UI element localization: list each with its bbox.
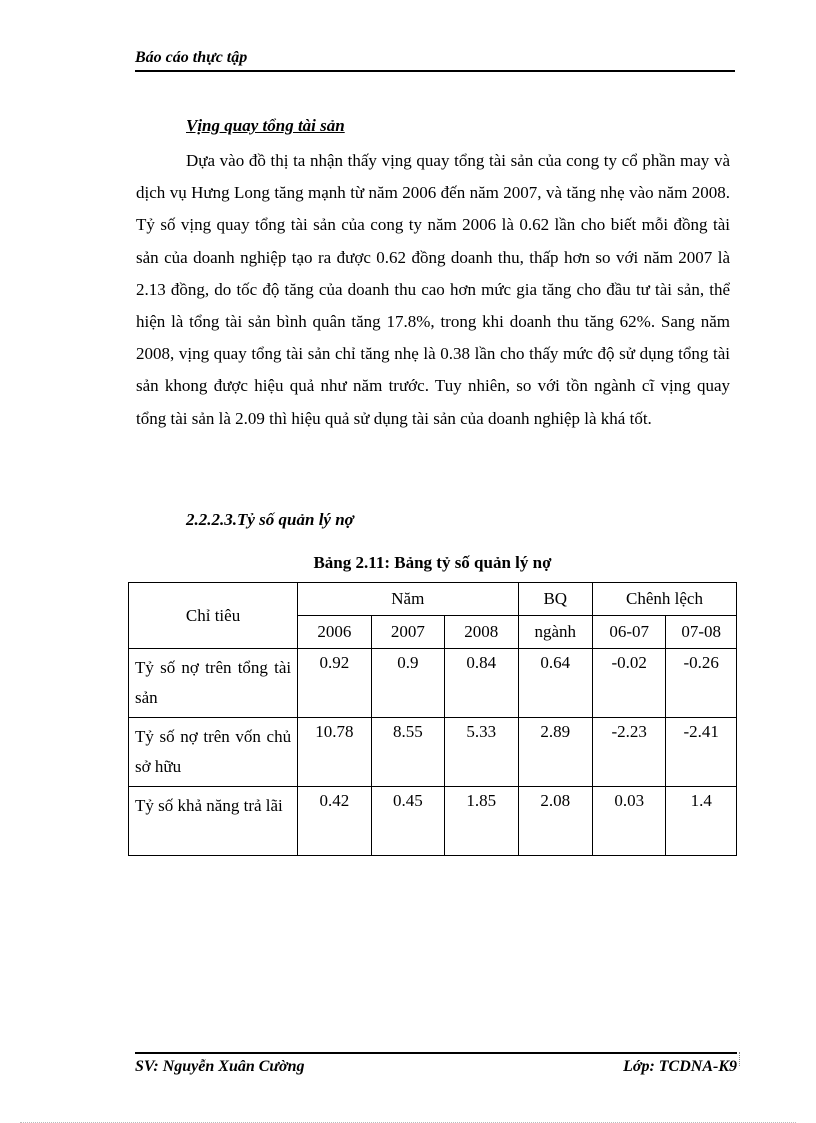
cell-value: -0.02 [593,649,666,718]
page-footer [135,1052,737,1078]
row-label: Tỷ số khả năng trả lãi [129,787,298,856]
cell-value: 2.89 [518,718,592,787]
cell-value: 0.64 [518,649,592,718]
header-title: Báo cáo thực tập [135,49,248,66]
cell-value: -2.23 [593,718,666,787]
cell-value: 0.42 [298,787,371,856]
cell-value: -2.41 [666,718,737,787]
footer-student: SV: Nguyễn Xuân Cường [135,1058,305,1075]
row-label: Tỷ số nợ trên tổng tài sản [129,649,298,718]
cell-value: 0.92 [298,649,371,718]
header-year-group: Năm [298,583,518,616]
header-industry: ngành [518,616,592,649]
header-bq: BQ [518,583,592,616]
section-heading: Vịng quay tổng tài sản [186,116,345,135]
header-year: 2006 [298,616,371,649]
table-row [129,787,737,856]
cell-value: 2.08 [518,787,592,856]
page-edge-marker [739,1052,740,1066]
header-year: 2007 [371,616,444,649]
cell-value: 0.84 [445,649,518,718]
cell-value: 0.9 [371,649,444,718]
cell-value: -0.26 [666,649,737,718]
header-diff-group: Chênh lệch [593,583,737,616]
header-diff: 07-08 [666,616,737,649]
header-indicator: Chỉ tiêu [129,583,298,649]
row-label: Tỷ số nợ trên vốn chủ sở hữu [129,718,298,787]
cell-value: 0.45 [371,787,444,856]
cell-value: 1.4 [666,787,737,856]
header-year: 2008 [445,616,518,649]
page-header [135,48,735,72]
table-title: Bảng 2.11: Bảng tỷ số quản lý nợ [313,553,552,572]
cell-value: 0.03 [593,787,666,856]
cell-value: 8.55 [371,718,444,787]
table-row [129,718,737,787]
table-header-row [129,583,737,616]
debt-ratio-table [128,582,737,856]
cell-value: 1.85 [445,787,518,856]
table-row [129,649,737,718]
footer-class: Lớp: TCDNA-K9 [623,1058,737,1075]
body-paragraph: Dựa vào đồ thị ta nhận thấy vịng quay tổng tài sản của cong ty cổ phần may và dịch vụ Hưng Long tăng mạnh từ năm 2006 đến năm 2007, và tăng nhẹ vào năm 2008. Tỷ số vịng quay tổng tài sản của cong ty năm 2006 là 0.62 lần cho biết mỗi đồng tài sản của doanh nghiệp tạo ra được 0.62 đồng doanh thu, thấp hơn so với năm 2007 là 2.13 đồng, do tốc độ tăng của doanh thu cao hơn mức gia tăng cho đầu tư tài sản, thể hiện là tổng tài sản bình quân tăng 17.8%, trong khi doanh thu tăng 62%. Sang năm 2008, vịng quay tổng tài sản chỉ tăng nhẹ là 0.38 lần cho thấy mức độ sử dụng tổng tài sản khong được hiệu quả như năm trước. Tuy nhiên, so với tồn ngành cĩ vịng quay tổng tài sản là 2.09 thì hiệu quả sử dụng tài sản của doanh nghiệp là khá tốt. [136,151,730,428]
header-diff: 06-07 [593,616,666,649]
cell-value: 5.33 [445,718,518,787]
subsection-title: 2.2.2.3.Tỷ số quản lý nợ [186,510,354,529]
cell-value: 10.78 [298,718,371,787]
